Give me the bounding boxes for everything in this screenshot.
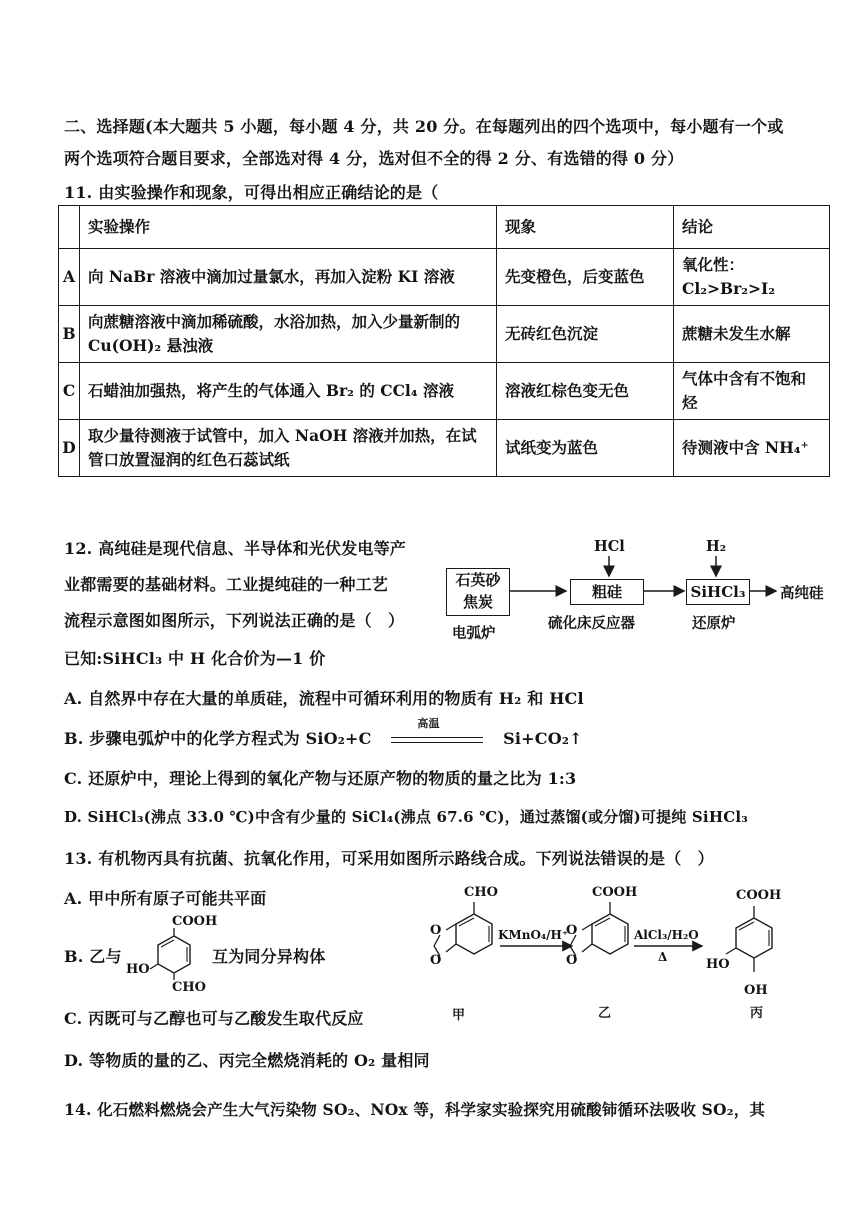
yi-ring-o-bottom: O	[566, 953, 578, 968]
yi-cooh: COOH	[592, 885, 638, 900]
bing-ho: HO	[706, 957, 730, 972]
bing-label: 丙	[750, 1006, 764, 1021]
reagent-alcl3: AlCl₃/H₂O	[634, 928, 699, 942]
row-label: A	[59, 249, 80, 306]
input-hcl: HCl	[594, 538, 625, 555]
reactor-caption: 硫化床反应器	[548, 615, 635, 632]
q12-option-b	[64, 716, 583, 749]
q13-option-b-post: 互为同分异构体	[212, 947, 326, 966]
isomer-cooh: COOH	[172, 914, 218, 929]
table-row	[59, 420, 830, 477]
row-label: B	[59, 306, 80, 363]
bing-cooh: COOH	[736, 888, 782, 903]
reagent-kmno4: KMnO₄/H⁺	[498, 928, 569, 942]
header-phenomenon: 现象	[497, 206, 674, 249]
reduction-furnace-caption: 还原炉	[692, 615, 736, 632]
table-row	[59, 363, 830, 420]
input-h2: H₂	[706, 538, 727, 555]
jia-ring-o-bottom: O	[430, 953, 442, 968]
q12-stem-line3: 流程示意图如图所示，下列说法正确的是（ ）	[64, 611, 405, 630]
q13-option-a: A. 甲中所有原子可能共平面	[64, 889, 267, 908]
box-sihcl3: SiHCl₃	[686, 579, 750, 605]
row-operation: 石蜡油加强热，将产生的气体通入 Br₂ 的 CCl₄ 溶液	[80, 363, 497, 420]
row-operation: 取少量待测液于试管中，加入 NaOH 溶液并加热，在试管口放置湿润的红色石蕊试纸	[80, 420, 497, 477]
jia-label: 甲	[452, 1008, 466, 1023]
box1-line1: 石英砂	[455, 571, 501, 589]
q12-option-a: A. 自然界中存在大量的单质硅，流程中可循环利用的物质有 H₂ 和 HCl	[64, 689, 584, 708]
row-conclusion: 气体中含有不饱和烃	[674, 363, 830, 420]
jia-cho: CHO	[464, 885, 498, 900]
arc-furnace-caption: 电弧炉	[452, 625, 496, 642]
table-header-row	[59, 206, 830, 249]
q12-stem-line2: 业都需要的基础材料。工业提纯硅的一种工艺	[64, 575, 389, 594]
condition-high-temp: 高温	[417, 716, 440, 730]
row-operation: 向蔗糖溶液中滴加稀硫酸，水浴加热，加入少量新制的 Cu(OH)₂ 悬浊液	[80, 306, 497, 363]
q12-option-c: C. 还原炉中，理论上得到的氧化产物与还原产物的物质的量之比为 1:3	[64, 769, 577, 788]
q13-option-c: C. 丙既可与乙醇也可与乙酸发生取代反应	[64, 1009, 364, 1028]
option-b-lhs: B. 步骤电弧炉中的化学方程式为 SiO₂+C	[64, 729, 372, 748]
row-phenomenon: 无砖红色沉淀	[497, 306, 674, 363]
q11-stem: 11. 由实验操作和现象，可得出相应正确结论的是（	[64, 183, 439, 202]
eq-line-top	[391, 737, 483, 738]
q12-stem-line1: 12. 高纯硅是现代信息、半导体和光伏发电等产	[64, 539, 407, 558]
yi-ring-o-top: O	[566, 923, 578, 938]
q12-option-d: D. SiHCl₃(沸点 33.0 ℃)中含有少量的 SiCl₄(沸点 67.6 ℃)，通过蒸馏(或分馏)可提纯 SiHCl₃	[64, 808, 749, 826]
q13-option-b-pre: B. 乙与	[64, 947, 122, 966]
section-instructions-line1: 二、选择题(本大题共 5 小题，每小题 4 分，共 20 分。在每题列出的四个选项中，每小题有一个或	[64, 117, 784, 136]
q14-stem: 14. 化石燃料燃烧会产生大气污染物 SO₂、NOx 等，科学家实验探究用硫酸铈循环法吸收 SO₂，其	[64, 1100, 766, 1119]
row-label: D	[59, 420, 80, 477]
yi-label: 乙	[598, 1006, 612, 1021]
bing-oh: OH	[744, 983, 768, 998]
product-pure-silicon: 高纯硅	[780, 585, 824, 602]
isomer-ho: HO	[126, 962, 150, 977]
box-quartz-coke	[446, 568, 510, 616]
q13-option-d: D. 等物质的量的乙、丙完全燃烧消耗的 O₂ 量相同	[64, 1051, 430, 1070]
eq-line-bottom	[391, 742, 483, 743]
option-b-rhs: Si+CO₂↑	[503, 729, 583, 748]
table-row	[59, 249, 830, 306]
header-label-cell	[59, 206, 80, 249]
row-phenomenon: 溶液红棕色变无色	[497, 363, 674, 420]
header-operation: 实验操作	[80, 206, 497, 249]
row-conclusion: 蔗糖未发生水解	[674, 306, 830, 363]
row-conclusion: 氧化性：Cl₂>Br₂>I₂	[674, 249, 830, 306]
row-phenomenon: 先变橙色，后变蓝色	[497, 249, 674, 306]
isomer-structure	[124, 914, 218, 996]
row-phenomenon: 试纸变为蓝色	[497, 420, 674, 477]
equation-condition	[391, 716, 483, 749]
row-label: C	[59, 363, 80, 420]
section-instructions-line2: 两个选项符合题目要求，全部选对得 4 分，选对但不全的得 2 分、有选错的得 0 分）	[64, 149, 684, 168]
jia-ring-o-top: O	[430, 923, 442, 938]
q13-stem: 13. 有机物丙具有抗菌、抗氧化作用，可采用如图所示路线合成。下列说法错误的是（ ）	[64, 849, 714, 868]
row-operation: 向 NaBr 溶液中滴加过量氯水，再加入淀粉 KI 溶液	[80, 249, 497, 306]
isomer-cho: CHO	[172, 980, 206, 995]
reagent-heat: Δ	[658, 950, 668, 964]
row-conclusion: 待测液中含 NH₄⁺	[674, 420, 830, 477]
table-row	[59, 306, 830, 363]
box-crude-silicon: 粗硅	[570, 579, 644, 605]
q12-known: 已知:SiHCl₃ 中 H 化合价为—1 价	[64, 649, 326, 668]
box1-line2: 焦炭	[462, 593, 493, 611]
q11-table	[58, 205, 830, 477]
header-conclusion: 结论	[674, 206, 830, 249]
